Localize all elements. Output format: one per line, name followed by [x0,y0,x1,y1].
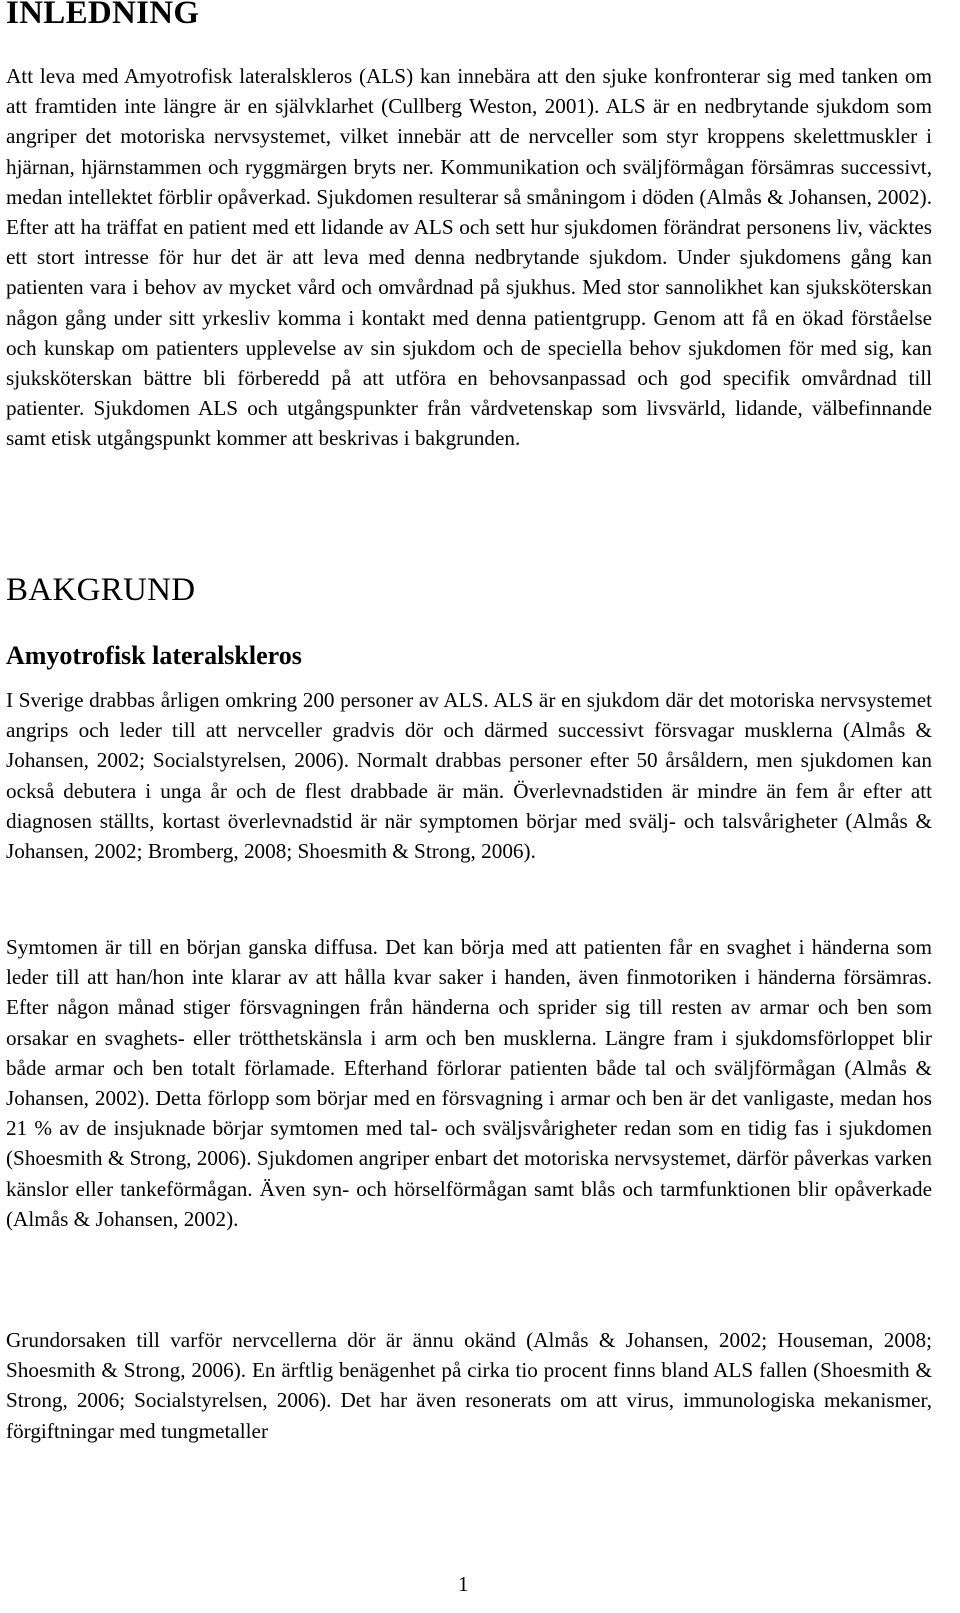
paragraph-intro: Att leva med Amyotrofisk lateralskleros (ALS) kan innebära att den sjuke konfronterar sig med tanken om att framtiden inte längre är en självklarhet (Cullberg Weston, 2001). ALS är en nedbrytande sjukdom som angriper det motoriska nervsystemet, vilket innebär att de nervceller som styr kroppens skelettmuskler i hjärnan, hjärnstammen och ryggmärgen bryts ner. Kommunikation och sväljförmågan försämras successivt, medan intellektet förblir opåverkad. Sjukdomen resulterar så småningom i döden (Almås & Johansen, 2002). Efter att ha träffat en patient med ett lidande av ALS och sett hur sjukdomen förändrat personens liv, väcktes ett stort intresse för hur det är att leva med denna nedbrytande sjukdom. Under sjukdomens gång kan patienten vara i behov av mycket vård och omvårdnad på sjukhus. Med stor sannolikhet kan sjuksköterskan någon gång under sitt yrkesliv komma i kontakt med denna patientgrupp. Genom att få en ökad förståelse och kunskap om patienters upplevelse av sin sjukdom och de speciella behov sjukdomen för med sig, kan sjuksköterskan bättre bli förberedd på att utföra en behovsanpassad och god specifik omvårdnad till patienter. Sjukdomen ALS och utgångspunkter från vårdvetenskap som livsvärld, lidande, välbefinnande samt etisk utgångspunkt kommer att beskrivas i bakgrunden. [6,64,932,451]
paragraph-background-3: Grundorsaken till varför nervcellerna dör är ännu okänd (Almås & Johansen, 2002; Houseman, 2008; Shoesmith & Strong, 2006). En ärftlig benägenhet på cirka tio procent finns bland ALS fallen (Shoesmith & Strong, 2006; Socialstyrelsen, 2006). Det har även resonerats om att virus, immunologiska mekanismer, förgiftningar med tungmetaller [6,1328,932,1443]
heading-intro: INLEDNING [6,0,200,31]
subheading-als: Amyotrofisk lateralskleros [6,641,302,670]
paragraph-background-2: Symtomen är till en början ganska diffusa. Det kan börja med att patienten får en svaghet i händerna som leder till att han/hon inte klarar av att hålla kvar saker i handen, även finmotoriken i händerna försämras. Efter någon månad stiger försvagningen från händerna och sprider sig till resten av armar och ben som orsakar en svaghets- eller trötthetskänsla i arm och ben musklerna. Längre fram i sjukdomsförloppet blir både armar och ben totalt förlamade. Efterhand förlorar patienten både tal och sväljförmågan (Almås & Johansen, 2002). Detta förlopp som börjar med en försvagning i armar och ben är det vanligaste, medan hos 21 % av de insjuknade börjar symtomen med tal- och sväljsvårigheter redan som en tidig fas i sjukdomen (Shoesmith & Strong, 2006). Sjukdomen angriper enbart det motoriska nervsystemet, därför påverkas varken känslor eller tankeförmågan. Även syn- och hörselförmågan samt blås och tarmfunktionen blir opåverkade (Almås & Johansen, 2002). [6,935,932,1231]
paragraph-background-1: I Sverige drabbas årligen omkring 200 personer av ALS. ALS är en sjukdom där det motoriska nervsystemet angrips och leder till att nervceller gradvis dör och därmed successivt försvagar musklerna (Almås & Johansen, 2002; Socialstyrelsen, 2006). Normalt drabbas personer efter 50 årsåldern, men sjukdomen kan också debutera i unga år och de flest drabbade är män. Överlevnadstiden är mindre än fem år efter att diagnosen ställts, kortast överlevnadstid är när symptomen börjar med svälj- och talsvårigheter (Almås & Johansen, 2002; Bromberg, 2008; Shoesmith & Strong, 2006). [6,688,932,864]
heading-background: BAKGRUND [6,572,196,608]
page-number: 1 [458,1572,469,1596]
